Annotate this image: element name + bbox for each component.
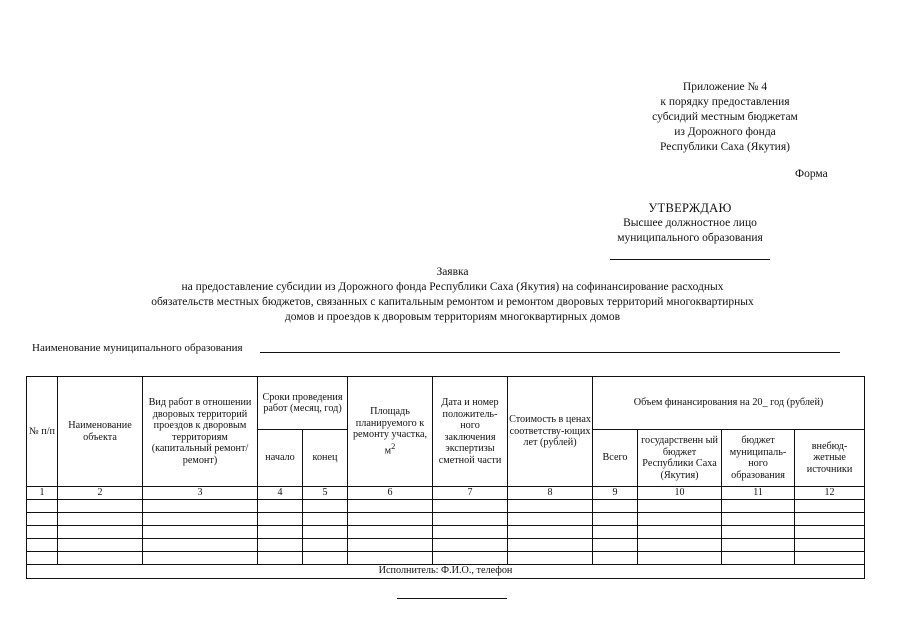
column-number: 8 — [508, 487, 593, 500]
table-row — [27, 525, 865, 538]
appendix-line: из Дорожного фонда — [674, 126, 776, 138]
municipality-input-line[interactable] — [260, 352, 840, 353]
column-number: 7 — [433, 487, 508, 500]
appendix-line: к порядку предоставления — [660, 96, 790, 108]
header-num: № п/п — [27, 377, 58, 487]
header-end: конец — [303, 430, 348, 487]
appendix-line: Приложение № 4 — [682, 81, 768, 93]
signature-line — [610, 259, 770, 260]
approval-line: Высшее должностное лицо — [623, 217, 757, 229]
column-number: 10 — [638, 487, 722, 500]
header-expertise: Дата и номер положитель-ного заключения экспертизы сметной части — [433, 377, 508, 487]
appendix-block — [600, 80, 850, 155]
header-area: Площадь планируемого к ремонту участка, $м^2$ — [348, 377, 433, 487]
form-label: Форма — [795, 168, 828, 180]
column-number: 6 — [348, 487, 433, 500]
appendix-line: Республики Саха (Якутия) — [660, 141, 790, 153]
header-extrabudget: внебюд-жетные источники — [795, 430, 865, 487]
header-terms: Сроки проведения работ (месяц, год) — [258, 377, 348, 430]
heading-line: на предоставление субсидии из Дорожного фонда Республики Саха (Якутия) на софинансирование расходных — [181, 281, 724, 293]
heading-line: обязательств местных бюджетов, связанных с капитальным ремонтом и ремонтом дворовых территорий многоквартирных — [151, 296, 754, 308]
header-financing: Объем финансирования на 20_ год (рублей) — [593, 377, 865, 430]
column-number: 2 — [58, 487, 143, 500]
header-cost: Стоимость в ценах соответству-ющих лет (рублей) — [508, 377, 593, 487]
table-row — [27, 538, 865, 551]
column-number: 9 — [593, 487, 638, 500]
header-work-type: Вид работ в отношении дворовых территорий проездов к дворовым территориям (капитальный ремонт/ремонт) — [143, 377, 258, 487]
approval-block — [590, 201, 790, 246]
document-heading — [90, 265, 815, 325]
approval-line: муниципального образования — [617, 232, 763, 244]
header-start: начало — [258, 430, 303, 487]
footnote-line — [397, 598, 507, 599]
municipality-label: Наименование муниципального образования — [32, 342, 243, 354]
column-number: 12 — [795, 487, 865, 500]
column-number: 5 — [303, 487, 348, 500]
appendix-line: субсидий местным бюджетам — [652, 111, 798, 123]
header-municipal-budget: бюджет муниципаль-ного образования — [722, 430, 795, 487]
column-number: 3 — [143, 487, 258, 500]
header-total: Всего — [593, 430, 638, 487]
column-number: 1 — [27, 487, 58, 500]
table-row — [27, 499, 865, 512]
heading-line: домов и проездов к дворовым территориям многоквартирных домов — [284, 311, 621, 323]
table-row — [27, 551, 865, 564]
header-republic-budget: государственн ый бюджет Республики Саха (Якутия) — [638, 430, 722, 487]
approval-title: УТВЕРЖДАЮ — [648, 201, 732, 215]
header-name: Наименование объекта — [58, 377, 143, 487]
application-table — [26, 376, 865, 579]
column-number: 11 — [722, 487, 795, 500]
column-number: 4 — [258, 487, 303, 500]
document-title: Заявка — [436, 266, 469, 278]
table-row — [27, 512, 865, 525]
executor-field[interactable]: Исполнитель: Ф.И.О., телефон — [27, 564, 865, 578]
